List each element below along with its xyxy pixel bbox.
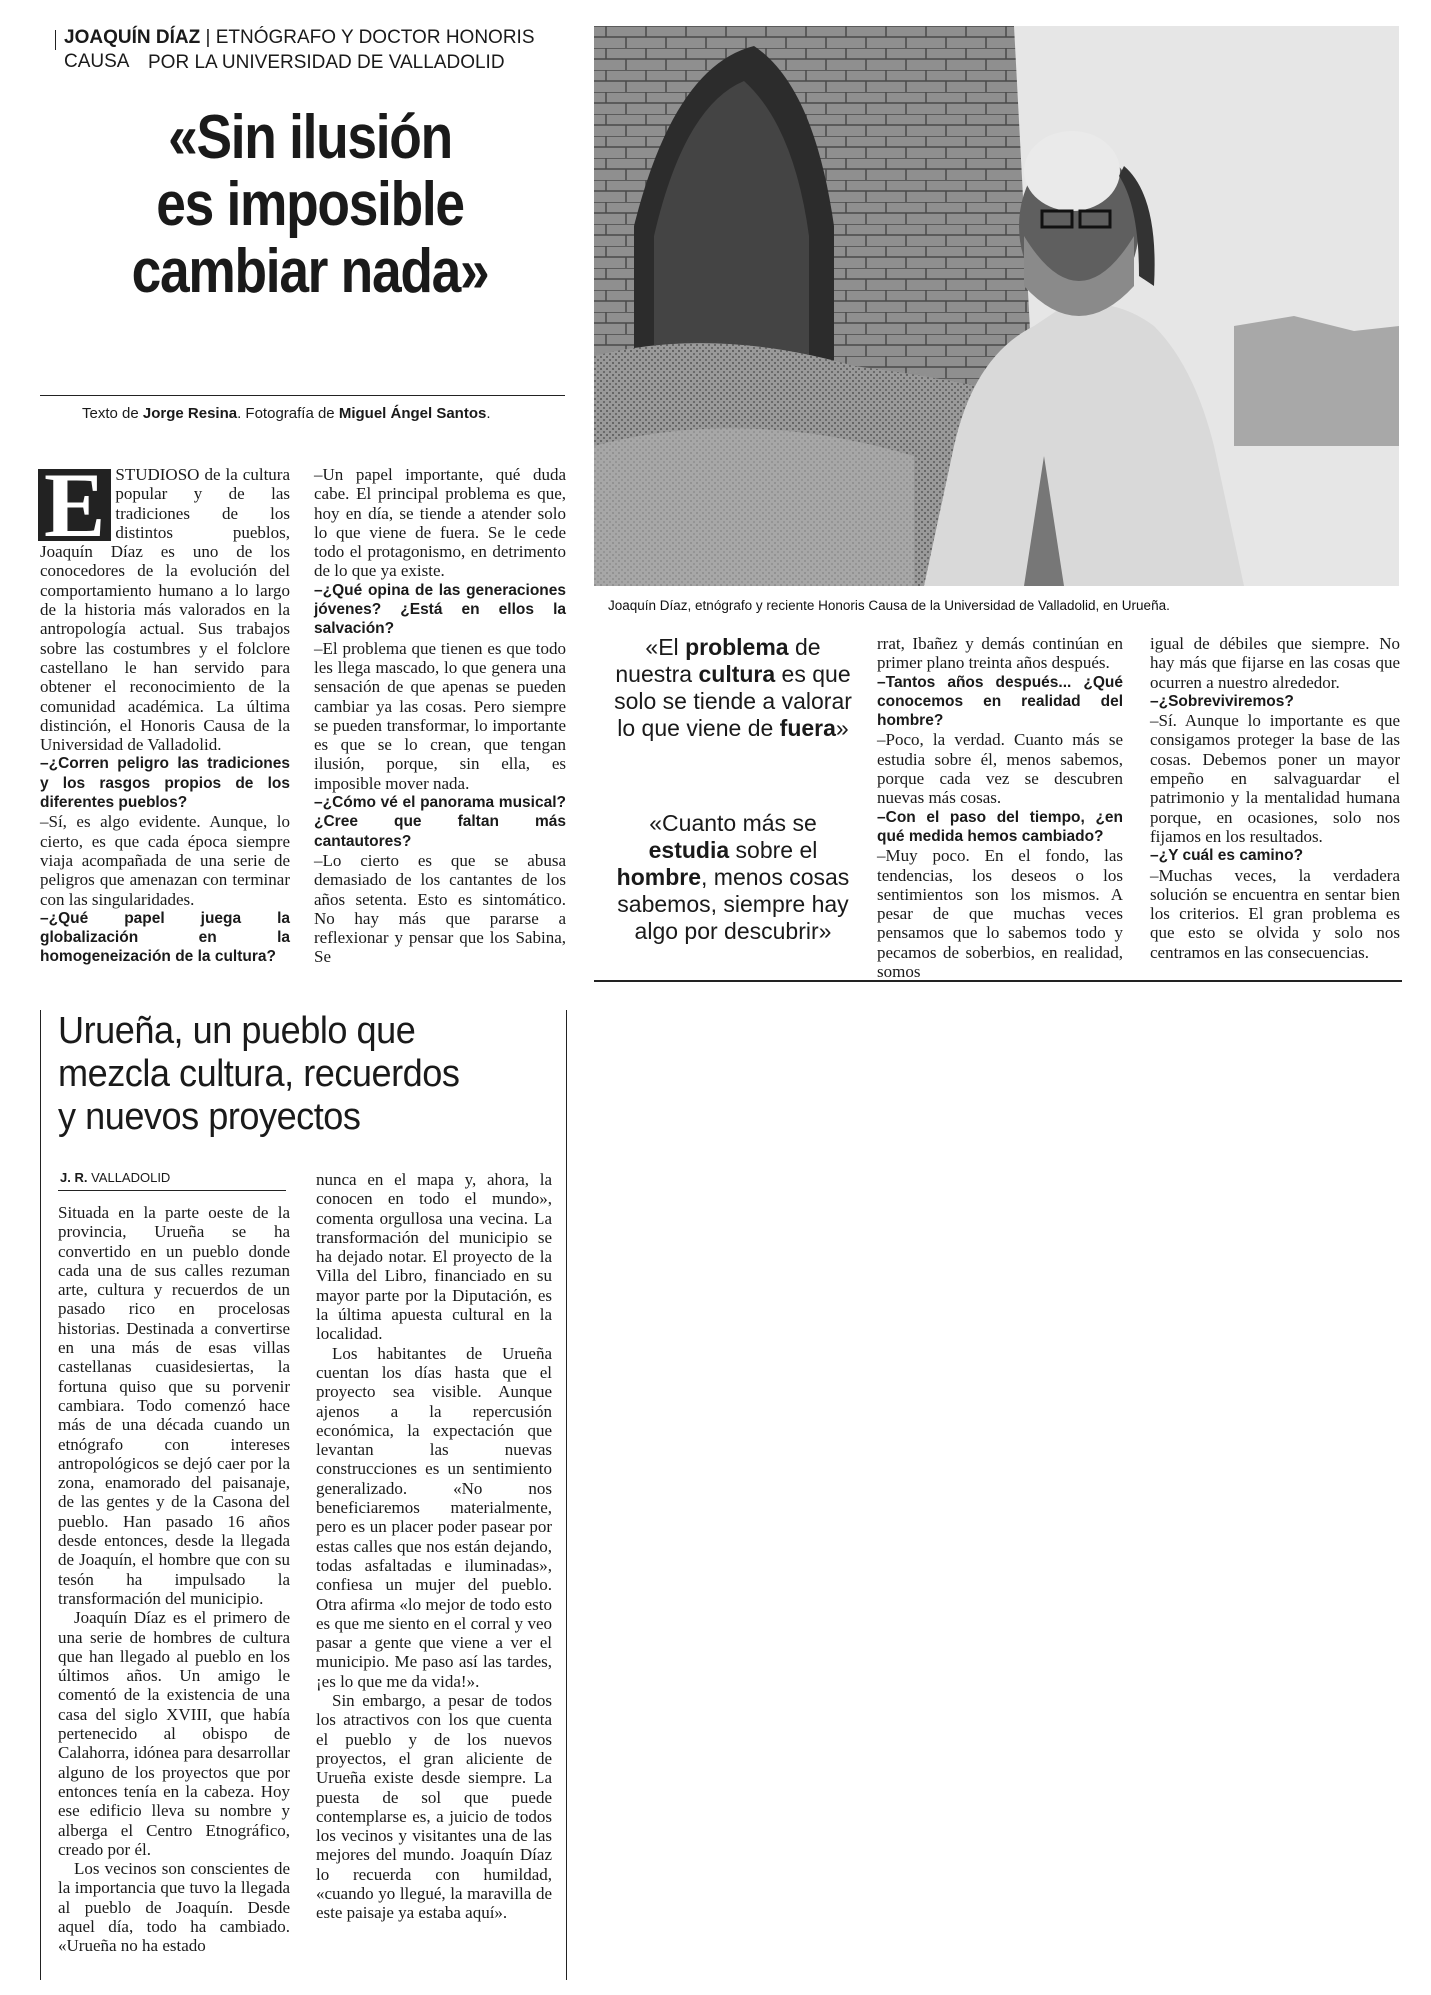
question: –Con el paso del tiempo, ¿en qué medida hemos cambiado? bbox=[877, 808, 1123, 845]
sidebar-byline: J. R. VALLADOLID bbox=[60, 1170, 171, 1185]
headline-line3: cambiar nada» bbox=[131, 237, 489, 306]
answer: –Sí, es algo evidente. Aunque, lo cierto, es que cada época siempre viaja acompañada de una serie de peligros que amenazan con terminar con las singularidades. bbox=[40, 812, 290, 909]
header-rule bbox=[55, 30, 56, 50]
answer: rrat, Ibañez y demás continúan en primer plano treinta años después. bbox=[877, 634, 1123, 673]
answer: –Sí. Aunque lo importante es que consigamos proteger la base de las cosas. Debemos poner un mayor empeño en salvaguardar el patrimonio y la mentalidad humana porque, en ocasiones, solo nos fijamos en los resultados. bbox=[1150, 711, 1400, 846]
interview-col-1 bbox=[40, 454, 290, 967]
sidebar-paragraph: Los vecinos son conscientes de la importancia que tuvo la llegada al pueblo de Joaquín. Desde aquel día, todo ha cambiado. «Urueña no ha estado bbox=[58, 1859, 290, 1956]
interview-intro: E STUDIOSO de la cultura popular y de las tradiciones de los distintos pueblos, Joaquín Díaz es uno de los conocedores de la evolución del comportamiento humano a lo largo de la historia más valorados en la antropología actual. Sus trabajos sobre las costumbres y el folclore castellano le han servido para obtener el reconocimiento de la comunidad académica. La última distinción, el Honoris Causa de la Universidad de Valladolid. bbox=[40, 454, 290, 755]
answer: –Lo cierto es que se abusa demasiado de los cantantes de los años setenta. Esto es sintomático. No hay más que pararse a reflexionar y pensar que los Sabina, Se bbox=[314, 850, 566, 967]
question: –¿Corren peligro las tradiciones y los rasgos propios de los diferentes pueblos? bbox=[40, 755, 290, 812]
credit-author: Jorge Resina bbox=[142, 405, 238, 422]
answer: –Poco, la verdad. Cuanto más se estudia sobre él, menos sabemos, porque cada vez se descubren nuevas más cosas. bbox=[877, 730, 1123, 808]
question: –¿Cómo vé el panorama musical? ¿Cree que faltan más cantautores? bbox=[314, 794, 566, 850]
headline-rule bbox=[40, 395, 565, 396]
dropcap: E bbox=[38, 469, 111, 541]
sidebar-paragraph: Sin embargo, a pesar de todos los atractivos con los que cuenta el pueblo y de los nuevos proyectos, el gran aliciente de Urueña existe desde siempre. La puesta de sol que puede contemplarse es, a juicio de todos los vecinos y visitantes una de las mejores del mundo. Joaquín Díaz lo recuerda con humildad, «cuando yo llegué, la maravilla de este paisaje ya estaba aquí». bbox=[316, 1691, 552, 1923]
sidebar-paragraph: Situada en la parte oeste de la provincia, Urueña se ha convertido en un pueblo donde cada una de sus calles rezuman arte, cultura y recuerdos de un pasado rico en procelosas historias. Destinada a convertirse en una más de esas villas castellanas cuasidesiertas, la fortuna quiso que su porvenir cambiara. Todo comenzó hace más de una década cuando un etnógrafo con intereses antropológicos se dejó caer por la zona, enamorado del paisanaje, de las gentes y de la Casona del pueblo. Han pasado 16 años desde entonces, desde la llegada de Joaquín, el hombre que con su tesón ha impulsado la transformación del municipio. bbox=[58, 1203, 290, 1608]
sidebar-title: Urueña, un pueblo que mezcla cultura, recuerdos y nuevos proyectos bbox=[58, 1010, 460, 1138]
headline-line2: es imposible bbox=[156, 170, 464, 239]
sidebar-col-2 bbox=[316, 1170, 552, 1923]
question: –¿Qué opina de las generaciones jóvenes? ¿Está en ellos la salvación? bbox=[314, 581, 566, 638]
interview-bottom-rule bbox=[594, 980, 1402, 982]
interview-col-3 bbox=[877, 634, 1123, 981]
pullquote-1: «El problema de nuestra cultura es que solo se tiende a valorar lo que viene de fuera» bbox=[614, 634, 852, 741]
interviewee-name: JOAQUÍN DÍAZ bbox=[64, 27, 201, 48]
question: –¿Qué papel juega la globalización en la homogeneización de la cultura? bbox=[40, 909, 290, 966]
answer: –El problema que tienen es que todo les llega mascado, lo que genera una sensación de que apenas se pueden cambiar ya las cosas. Pero siempre se pueden transformar, lo importante es que se lo crean, que tengan ilusión, porque, sin ella, es imposible mover nada. bbox=[314, 638, 566, 793]
pullquote-2: «Cuanto más se estudia sobre el hombre, menos cosas sabemos, siempre hay algo por descubrir» bbox=[616, 810, 850, 944]
interview-col-2 bbox=[314, 465, 566, 967]
sidebar-left-rule bbox=[40, 1010, 41, 1980]
byline-rule bbox=[58, 1190, 286, 1191]
credit-line: Texto de Jorge Resina. Fotografía de Miguel Ángel Santos. bbox=[82, 405, 491, 422]
credit-photographer: Miguel Ángel Santos bbox=[338, 405, 487, 422]
interviewee-role: ETNÓGRAFO Y DOCTOR HONORIS CAUSA bbox=[64, 27, 535, 72]
question: –Tantos años después... ¿Qué conocemos en realidad del hombre? bbox=[877, 673, 1123, 730]
interviewee-role-line2: POR LA UNIVERSIDAD DE VALLADOLID bbox=[148, 52, 505, 73]
sidebar-paragraph: Joaquín Díaz es el primero de una serie de hombres de cultura que han llegado al pueblo en los últimos años. Un amigo le comentó de la existencia de una casa del siglo XVIII, que había pertenecido al obispo de Calahorra, idónea para desarrollar alguno de los proyectos que por entonces tenía en la cabeza. Hoy ese edificio lleva su nombre y alberga el Centro Etnográfico, creado por él. bbox=[58, 1608, 290, 1859]
answer: igual de débiles que siempre. No hay más que fijarse en las cosas que ocurren a nuestro alrededor. bbox=[1150, 634, 1400, 692]
photo-caption: Joaquín Díaz, etnógrafo y reciente Honoris Causa de la Universidad de Valladolid, en Urueña. bbox=[608, 598, 1170, 613]
question: –¿Y cuál es camino? bbox=[1150, 847, 1304, 865]
header-kicker: JOAQUÍN DÍAZ | ETNÓGRAFO Y DOCTOR HONORIS CAUSA bbox=[64, 27, 535, 72]
sidebar-paragraph: nunca en el mapa y, ahora, la conocen en todo el mundo», comenta orgullosa una vecina. La transformación del municipio se ha dejado notar. El proyecto de la Villa del Libro, financiado en su mayor parte por la Diputación, es la última apuesta cultural en la localidad. bbox=[316, 1170, 552, 1344]
answer: –Muchas veces, la verdadera solución se encuentra en sentar bien los criterios. El gran problema es que esto se olvida y solo nos centramos en las consecuencias. bbox=[1150, 865, 1400, 962]
photo bbox=[594, 26, 1399, 586]
answer: –Un papel importante, qué duda cabe. El principal problema es que, hoy en día, se tiende a atender solo lo que viene de fuera. Se le cede todo el protagonismo, en detrimento de lo que ya existe. bbox=[314, 465, 566, 581]
sidebar-right-rule bbox=[566, 1010, 567, 1980]
headline-line1: «Sin ilusión bbox=[168, 103, 452, 172]
headline bbox=[95, 104, 525, 305]
question: –¿Sobreviviremos? bbox=[1150, 692, 1294, 710]
sidebar-paragraph: Los habitantes de Urueña cuentan los días hasta que el proyecto sea visible. Aunque ajenos a la repercusión económica, la expectación que levantan las nuevas construcciones es un sentimiento generalizado. «No nos beneficiaremos materialmente, pero es un placer poder pasear por estas calles que nos están dejando, todas asfaltadas e iluminadas», confiesa un mujer del pueblo. Otra afirma «lo mejor de todo esto es que me siento en el corral y veo pasar a gente que viene a ver el municipio. Me paso así las tardes, ¡es lo que me da vida!». bbox=[316, 1343, 552, 1691]
photo-illustration bbox=[594, 26, 1399, 586]
sidebar-col-1 bbox=[58, 1203, 290, 1956]
interview-col-4 bbox=[1150, 634, 1400, 962]
answer: –Muy poco. En el fondo, las tendencias, los deseos o los sentimientos son los mismos. A pesar de que muchas veces pensamos que lo sabemos todo y pecamos de soberbios, en realidad, somos bbox=[877, 846, 1123, 982]
